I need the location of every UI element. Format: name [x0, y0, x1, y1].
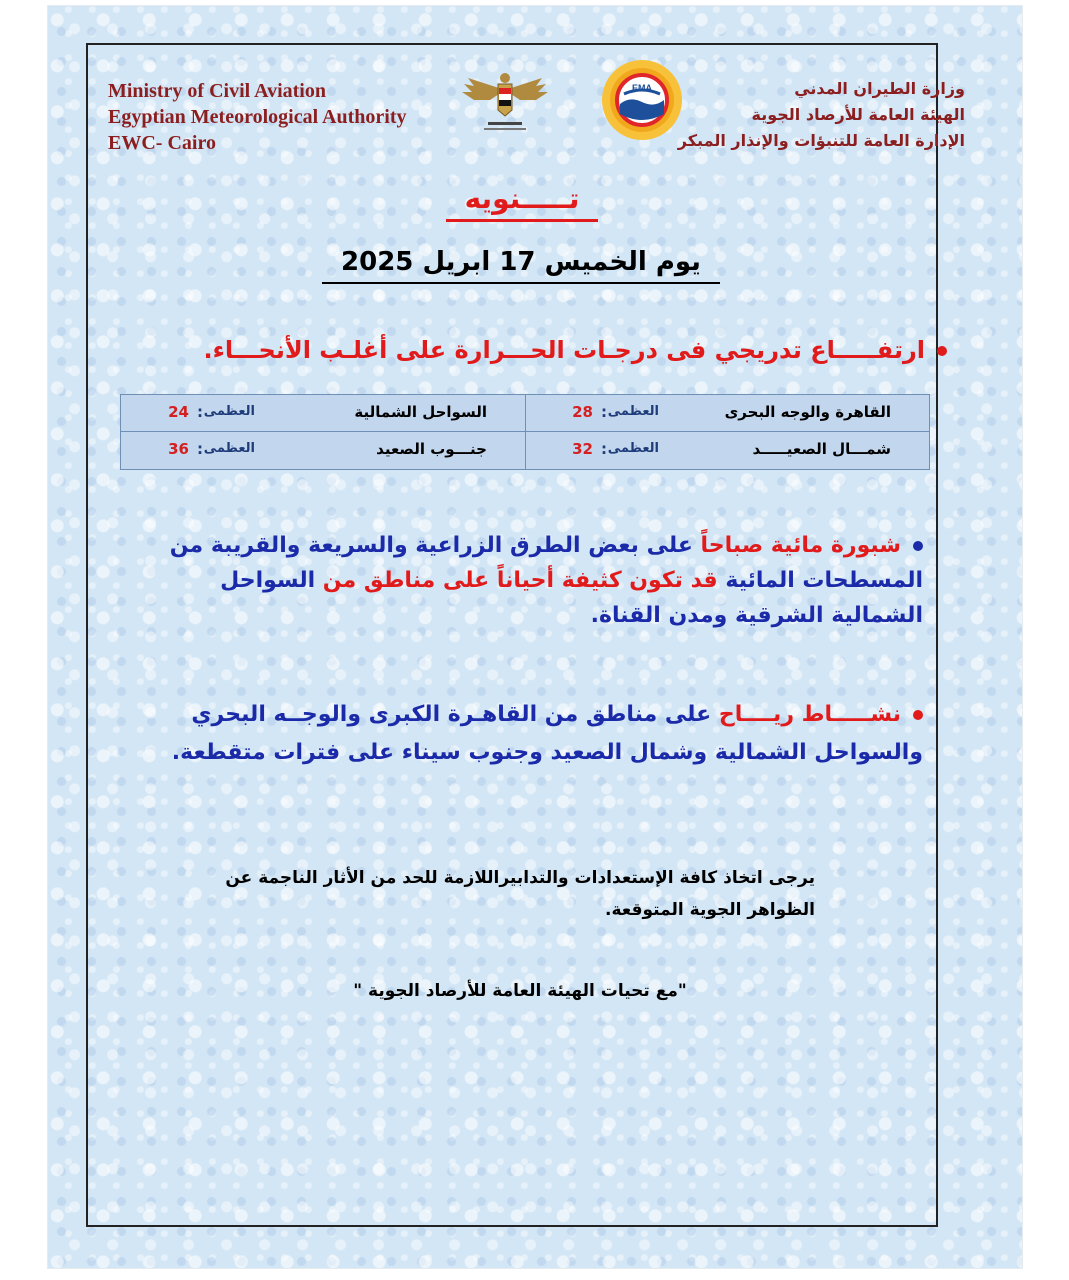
- ema-logo-text: EMA: [632, 83, 652, 93]
- fog-areas-text: السواحل الشمالية الشرقية ومدن القناة.: [220, 568, 923, 628]
- colon: :: [601, 440, 607, 458]
- english-center: EWC- Cairo: [108, 132, 216, 154]
- civil-aviation-emblem-icon: [460, 70, 550, 136]
- max-value: 28: [572, 403, 593, 421]
- max-label: العظمى: [607, 441, 659, 456]
- bullet-wind: [123, 696, 923, 772]
- region-name: جنـــوب الصعيد: [376, 440, 487, 458]
- wind-highlight: نشـــــاط ريــــاح: [718, 702, 901, 727]
- closing-greeting: "مع تحيات الهيئة العامة للأرصاد الجوية ": [353, 981, 687, 1001]
- bullet-dot-icon: [913, 541, 923, 551]
- fog-text: على بعض الطرق الزراعية والسريعة والقريبة من المسطحات المائية: [169, 533, 923, 593]
- arabic-header: [678, 76, 965, 154]
- temperature-table: [120, 394, 930, 470]
- max-value: 32: [572, 440, 593, 458]
- bullet-temperature-rise: [187, 332, 947, 368]
- temperature-cell: [121, 432, 525, 469]
- arabic-authority: الهيئة العامة للأرصاد الجوية: [751, 105, 965, 124]
- temperature-cell: [525, 395, 929, 432]
- max-value: 36: [168, 440, 189, 458]
- bullet-dot-icon: [913, 710, 923, 720]
- fog-highlight: شبورة مائية صباحاً: [700, 533, 901, 558]
- colon: :: [197, 440, 203, 458]
- english-header: [108, 78, 407, 156]
- forecast-date: يوم الخميس 17 ابريل 2025: [322, 244, 720, 284]
- max-label: العظمى: [203, 441, 255, 456]
- bullet-temperature-text: ارتفـــــاع تدريجي فى درجـات الحـــرارة على أغلـب الأنحـــاء.: [203, 336, 925, 364]
- precaution-notice: يرجى اتخاذ كافة الإستعدادات والتدابيراللازمة للحد من الأثار الناجمة عن الظواهر الجوية المتوقعة.: [225, 868, 815, 920]
- region-name: السواحل الشمالية: [354, 403, 487, 421]
- colon: :: [601, 403, 607, 421]
- bullet-fog: [123, 528, 923, 633]
- region-name: القاهرة والوجه البحرى: [724, 403, 891, 421]
- colon: :: [197, 403, 203, 421]
- region-name: شمـــال الصعيـــــد: [752, 440, 891, 458]
- ema-logo-icon: [600, 58, 684, 142]
- max-label: العظمى: [607, 404, 659, 419]
- wind-text: على مناطق من القاهـرة الكبرى والوجــه البحري والسواحل الشمالية وشمال الصعيد وجنوب سيناء على فترات متقطعة.: [171, 702, 923, 765]
- temperature-cell: [525, 432, 929, 469]
- arabic-department: الإدارة العامة للتنبؤات والإنذار المبكر: [677, 131, 965, 150]
- fog-dense-highlight: قد تكون كثيفة أحياناً على مناطق من: [322, 568, 718, 593]
- bullet-dot-icon: [937, 346, 947, 356]
- notice-title: تـــــنويه: [446, 180, 598, 222]
- english-authority: Egyptian Meteorological Authority: [108, 106, 407, 128]
- max-label: العظمى: [203, 404, 255, 419]
- temperature-cell: [121, 395, 525, 432]
- max-value: 24: [168, 403, 189, 421]
- arabic-ministry: وزارة الطيران المدني: [794, 79, 965, 98]
- english-ministry: Ministry of Civil Aviation: [108, 80, 326, 102]
